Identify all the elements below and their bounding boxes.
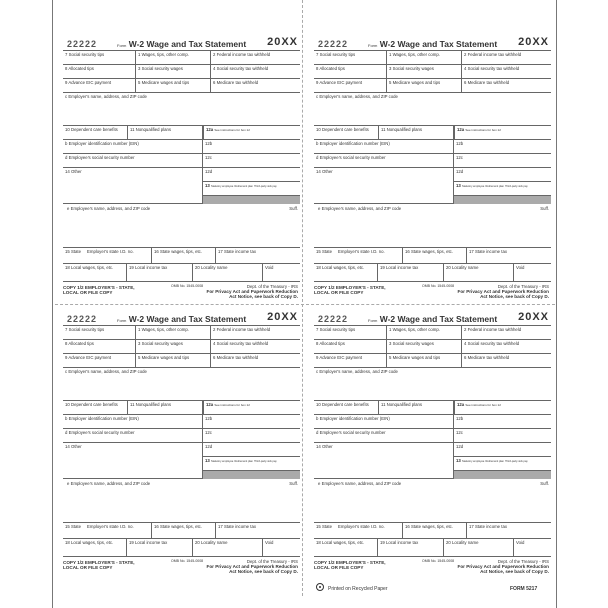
- form-title: [368, 39, 497, 49]
- box-20[interactable]: 20 Locality name: [444, 264, 514, 282]
- box-5[interactable]: 5 Medicare wages and tips: [387, 354, 462, 368]
- box-15-state[interactable]: [63, 247, 152, 264]
- box-1[interactable]: 1 Wages, tips, other comp.: [136, 50, 211, 65]
- box-16[interactable]: 16 State wages, tips, etc.: [152, 247, 216, 264]
- box-3[interactable]: 3 Social security wages: [387, 65, 462, 79]
- box-11[interactable]: 11 Nonqualified plans: [379, 126, 454, 140]
- box-12d[interactable]: 12d: [454, 443, 551, 457]
- statutory-employee-checkbox[interactable]: Statutory employee: [210, 185, 234, 188]
- box-12d[interactable]: 12d: [203, 443, 300, 457]
- third-party-sick-pay-checkbox[interactable]: Third-party sick pay: [505, 460, 528, 463]
- copy-line-1: COPY 1/2 EMPLOYER'S - STATE,: [63, 285, 135, 290]
- box-15-label: 15 State: [316, 249, 333, 254]
- box-14-other[interactable]: 14 Other: [63, 443, 203, 479]
- suffix-label: Suff.: [289, 206, 298, 211]
- privacy-line-2: Act Notice, see back of Copy D.: [229, 569, 298, 574]
- box-16[interactable]: 16 State wages, tips, etc.: [403, 247, 467, 264]
- shaded-area: [203, 196, 300, 204]
- box-12a-label: 12a: [206, 127, 214, 132]
- privacy-line-2: Act Notice, see back of Copy D.: [480, 294, 549, 299]
- box-b-ein[interactable]: b Employer identification number (EIN): [314, 140, 454, 154]
- box-13-label: 13: [456, 458, 461, 463]
- copy-line-2: LOCAL OR FILE COPY: [314, 290, 364, 295]
- box-15-id-label: Employer's state I.D. no.: [338, 524, 385, 529]
- form-title-text: W-2 Wage and Tax Statement: [128, 314, 247, 324]
- control-number: 22222: [318, 314, 349, 324]
- box-12d[interactable]: 12d: [454, 168, 551, 182]
- box-4[interactable]: 4 Social security tax withheld: [462, 340, 551, 354]
- perforation-horizontal: [55, 304, 555, 305]
- recycled-icon: [316, 583, 324, 591]
- copy-label: [314, 560, 386, 570]
- box-e-employee[interactable]: e Employee's name, address, and ZIP code: [318, 206, 402, 211]
- control-number: 22222: [67, 314, 98, 324]
- box-8[interactable]: 8 Allocated tips: [63, 65, 136, 79]
- third-party-sick-pay-checkbox[interactable]: Third-party sick pay: [254, 460, 277, 463]
- treasury-dept: Dept. of the Treasury - IRS: [497, 284, 549, 289]
- box-15-label: 15 State: [65, 249, 82, 254]
- w2-form-top-right: [306, 35, 551, 300]
- w2-form-bottom-right: [306, 310, 551, 575]
- box-12a[interactable]: [203, 126, 300, 140]
- box-5[interactable]: 5 Medicare wages and tips: [136, 354, 211, 368]
- form-year: 20XX: [267, 36, 298, 48]
- box-e-employee[interactable]: e Employee's name, address, and ZIP code: [67, 206, 151, 211]
- box-18[interactable]: 18 Local wages, tips, etc.: [63, 264, 127, 282]
- box-17[interactable]: 17 State income tax: [467, 522, 551, 539]
- box-3[interactable]: 3 Social security wages: [136, 340, 211, 354]
- box-12a[interactable]: [454, 126, 551, 140]
- box-12a-label: 12a: [457, 402, 465, 407]
- box-7[interactable]: 7 Social security tips: [314, 50, 387, 65]
- omb-number: OMB No. 1545-0008: [422, 559, 455, 563]
- box-20[interactable]: 20 Locality name: [444, 539, 514, 557]
- shaded-area: [454, 196, 551, 204]
- copy-label: [314, 285, 386, 295]
- w2-form-bottom-left: [55, 310, 300, 575]
- box-9[interactable]: 9 Advance EIC payment: [314, 79, 387, 93]
- box-10[interactable]: 10 Dependent care benefits: [63, 126, 128, 140]
- omb-number: OMB No. 1545-0008: [171, 559, 204, 563]
- box-15-label: 15 State: [65, 524, 82, 529]
- form-year: 20XX: [267, 311, 298, 323]
- treasury-dept: Dept. of the Treasury - IRS: [497, 559, 549, 564]
- omb-number: OMB No. 1545-0008: [422, 284, 455, 288]
- statutory-employee-checkbox[interactable]: Statutory employee: [461, 460, 485, 463]
- privacy-line-1: For Privacy Act and Paperwork Reduction: [206, 564, 298, 569]
- box-12a-note: See instructions for box 12: [465, 403, 501, 407]
- box-1[interactable]: 1 Wages, tips, other comp.: [387, 325, 462, 340]
- privacy-notice: [458, 289, 549, 299]
- box-19[interactable]: 19 Local income tax: [127, 264, 193, 282]
- box-12d[interactable]: 12d: [203, 168, 300, 182]
- page-right-border: [556, 0, 557, 608]
- box-19[interactable]: 19 Local income tax: [378, 264, 444, 282]
- void-checkbox[interactable]: Void: [514, 539, 551, 557]
- treasury-dept: Dept. of the Treasury - IRS: [246, 559, 298, 564]
- form-title-text: W-2 Wage and Tax Statement: [379, 39, 498, 49]
- privacy-line-1: For Privacy Act and Paperwork Reduction: [206, 289, 298, 294]
- box-9[interactable]: 9 Advance EIC payment: [63, 354, 136, 368]
- retirement-plan-checkbox[interactable]: Retirement plan: [485, 460, 504, 463]
- form-year: 20XX: [518, 311, 549, 323]
- void-checkbox[interactable]: Void: [263, 264, 300, 282]
- treasury-dept: Dept. of the Treasury - IRS: [246, 284, 298, 289]
- third-party-sick-pay-checkbox[interactable]: Third-party sick pay: [505, 185, 528, 188]
- box-15-id-label: Employer's state I.D. no.: [338, 249, 385, 254]
- box-18[interactable]: 18 Local wages, tips, etc.: [314, 539, 378, 557]
- box-12b[interactable]: 12b: [203, 415, 300, 429]
- box-17[interactable]: 17 State income tax: [216, 522, 300, 539]
- retirement-plan-checkbox[interactable]: Retirement plan: [485, 185, 504, 188]
- box-5[interactable]: 5 Medicare wages and tips: [387, 79, 462, 93]
- box-18[interactable]: 18 Local wages, tips, etc.: [63, 539, 127, 557]
- box-b-ein[interactable]: b Employer identification number (EIN): [314, 415, 454, 429]
- box-7[interactable]: 7 Social security tips: [314, 325, 387, 340]
- box-12b[interactable]: 12b: [203, 140, 300, 154]
- recycled-paper-label: Printed on Recycled Paper: [328, 586, 388, 592]
- box-15-state[interactable]: [314, 522, 403, 539]
- box-8[interactable]: 8 Allocated tips: [314, 65, 387, 79]
- void-checkbox[interactable]: Void: [514, 264, 551, 282]
- box-5[interactable]: 5 Medicare wages and tips: [136, 79, 211, 93]
- box-d-ssn[interactable]: d Employee's social security number: [314, 429, 454, 443]
- form-prefix: Form: [117, 318, 127, 323]
- box-12c[interactable]: 12c: [203, 429, 300, 443]
- box-17[interactable]: 17 State income tax: [216, 247, 300, 264]
- privacy-notice: [207, 564, 298, 574]
- perforation-vertical: [302, 0, 303, 596]
- box-11[interactable]: 11 Nonqualified plans: [379, 401, 454, 415]
- box-12b[interactable]: 12b: [454, 415, 551, 429]
- control-number: 22222: [67, 39, 98, 49]
- w2-form-top-left: [55, 35, 300, 300]
- form-year: 20XX: [518, 36, 549, 48]
- privacy-line-2: Act Notice, see back of Copy D.: [229, 294, 298, 299]
- box-e-employee[interactable]: e Employee's name, address, and ZIP code: [318, 481, 402, 486]
- box-1[interactable]: 1 Wages, tips, other comp.: [136, 325, 211, 340]
- box-15-id-label: Employer's state I.D. no.: [87, 249, 134, 254]
- box-13[interactable]: [454, 182, 551, 196]
- box-12a-note: See instructions for box 12: [465, 128, 501, 132]
- box-4[interactable]: 4 Social security tax withheld: [211, 65, 300, 79]
- box-2[interactable]: 2 Federal income tax withheld: [211, 325, 300, 340]
- box-7[interactable]: 7 Social security tips: [63, 325, 136, 340]
- box-12a-note: See instructions for box 12: [214, 128, 250, 132]
- box-6[interactable]: 6 Medicare tax withheld: [462, 354, 551, 368]
- privacy-line-1: For Privacy Act and Paperwork Reduction: [457, 289, 549, 294]
- box-10[interactable]: 10 Dependent care benefits: [63, 401, 128, 415]
- box-6[interactable]: 6 Medicare tax withheld: [211, 354, 300, 368]
- privacy-line-2: Act Notice, see back of Copy D.: [480, 569, 549, 574]
- form-prefix: Form: [368, 318, 378, 323]
- box-c-employer[interactable]: c Employer's name, address, and ZIP code: [63, 93, 300, 126]
- box-b-ein[interactable]: b Employer identification number (EIN): [63, 415, 203, 429]
- copy-line-2: LOCAL OR FILE COPY: [63, 290, 113, 295]
- form-title: [117, 314, 246, 324]
- box-b-ein[interactable]: b Employer identification number (EIN): [63, 140, 203, 154]
- box-c-employer[interactable]: c Employer's name, address, and ZIP code: [63, 368, 300, 401]
- box-20[interactable]: 20 Locality name: [193, 539, 263, 557]
- box-19[interactable]: 19 Local income tax: [127, 539, 193, 557]
- box-12c[interactable]: 12c: [454, 429, 551, 443]
- box-6[interactable]: 6 Medicare tax withheld: [462, 79, 551, 93]
- box-14-other[interactable]: 14 Other: [314, 168, 454, 204]
- retirement-plan-checkbox[interactable]: Retirement plan: [234, 185, 253, 188]
- box-14-other[interactable]: 14 Other: [314, 443, 454, 479]
- box-12a[interactable]: [454, 401, 551, 415]
- statutory-employee-checkbox[interactable]: Statutory employee: [461, 185, 485, 188]
- box-16[interactable]: 16 State wages, tips, etc.: [403, 522, 467, 539]
- box-20[interactable]: 20 Locality name: [193, 264, 263, 282]
- box-7[interactable]: 7 Social security tips: [63, 50, 136, 65]
- copy-line-2: LOCAL OR FILE COPY: [314, 565, 364, 570]
- box-9[interactable]: 9 Advance EIC payment: [63, 79, 136, 93]
- box-d-ssn[interactable]: d Employee's social security number: [314, 154, 454, 168]
- suffix-label: Suff.: [289, 481, 298, 486]
- statutory-employee-checkbox[interactable]: Statutory employee: [210, 460, 234, 463]
- control-number: 22222: [318, 39, 349, 49]
- form-title: [368, 314, 497, 324]
- box-d-ssn[interactable]: d Employee's social security number: [63, 154, 203, 168]
- box-11[interactable]: 11 Nonqualified plans: [128, 126, 203, 140]
- box-8[interactable]: 8 Allocated tips: [63, 340, 136, 354]
- shaded-area: [454, 471, 551, 479]
- box-14-other[interactable]: 14 Other: [63, 168, 203, 204]
- box-12b[interactable]: 12b: [454, 140, 551, 154]
- copy-label: [63, 285, 135, 295]
- box-9[interactable]: 9 Advance EIC payment: [314, 354, 387, 368]
- copy-line-1: COPY 1/2 EMPLOYER'S - STATE,: [63, 560, 135, 565]
- privacy-notice: [207, 289, 298, 299]
- privacy-notice: [458, 564, 549, 574]
- box-13[interactable]: [203, 182, 300, 196]
- box-12a-label: 12a: [457, 127, 465, 132]
- form-title-text: W-2 Wage and Tax Statement: [379, 314, 498, 324]
- box-12c[interactable]: 12c: [454, 154, 551, 168]
- box-2[interactable]: 2 Federal income tax withheld: [211, 50, 300, 65]
- suffix-label: Suff.: [540, 481, 549, 486]
- box-13-label: 13: [456, 183, 461, 188]
- box-4[interactable]: 4 Social security tax withheld: [211, 340, 300, 354]
- form-title-text: W-2 Wage and Tax Statement: [128, 39, 247, 49]
- form-title: [117, 39, 246, 49]
- form-header: [314, 312, 551, 324]
- box-13-label: 13: [205, 183, 210, 188]
- box-3[interactable]: 3 Social security wages: [387, 340, 462, 354]
- box-12a-note: See instructions for box 12: [214, 403, 250, 407]
- page-left-border: [52, 0, 53, 608]
- box-12c[interactable]: 12c: [203, 154, 300, 168]
- shaded-area: [203, 471, 300, 479]
- box-d-ssn[interactable]: d Employee's social security number: [63, 429, 203, 443]
- box-18[interactable]: 18 Local wages, tips, etc.: [314, 264, 378, 282]
- box-8[interactable]: 8 Allocated tips: [314, 340, 387, 354]
- box-13[interactable]: [454, 457, 551, 471]
- void-checkbox[interactable]: Void: [263, 539, 300, 557]
- form-header: [63, 37, 300, 49]
- box-15-id-label: Employer's state I.D. no.: [87, 524, 134, 529]
- box-16[interactable]: 16 State wages, tips, etc.: [152, 522, 216, 539]
- box-10[interactable]: 10 Dependent care benefits: [314, 401, 379, 415]
- box-12a[interactable]: [203, 401, 300, 415]
- retirement-plan-checkbox[interactable]: Retirement plan: [234, 460, 253, 463]
- box-2[interactable]: 2 Federal income tax withheld: [462, 325, 551, 340]
- box-17[interactable]: 17 State income tax: [467, 247, 551, 264]
- box-12a-label: 12a: [206, 402, 214, 407]
- box-15-state[interactable]: [63, 522, 152, 539]
- form-number: FORM 5217: [510, 586, 538, 592]
- box-19[interactable]: 19 Local income tax: [378, 539, 444, 557]
- box-4[interactable]: 4 Social security tax withheld: [462, 65, 551, 79]
- box-15-state[interactable]: [314, 247, 403, 264]
- privacy-line-1: For Privacy Act and Paperwork Reduction: [457, 564, 549, 569]
- box-6[interactable]: 6 Medicare tax withheld: [211, 79, 300, 93]
- box-11[interactable]: 11 Nonqualified plans: [128, 401, 203, 415]
- form-prefix: Form: [368, 43, 378, 48]
- copy-label: [63, 560, 135, 570]
- box-e-employee[interactable]: e Employee's name, address, and ZIP code: [67, 481, 151, 486]
- copy-line-1: COPY 1/2 EMPLOYER'S - STATE,: [314, 560, 386, 565]
- omb-number: OMB No. 1545-0008: [171, 284, 204, 288]
- box-10[interactable]: 10 Dependent care benefits: [314, 126, 379, 140]
- box-3[interactable]: 3 Social security wages: [136, 65, 211, 79]
- copy-line-1: COPY 1/2 EMPLOYER'S - STATE,: [314, 285, 386, 290]
- box-c-employer[interactable]: c Employer's name, address, and ZIP code: [314, 368, 551, 401]
- third-party-sick-pay-checkbox[interactable]: Third-party sick pay: [254, 185, 277, 188]
- box-c-employer[interactable]: c Employer's name, address, and ZIP code: [314, 93, 551, 126]
- form-header: [63, 312, 300, 324]
- form-prefix: Form: [117, 43, 127, 48]
- copy-line-2: LOCAL OR FILE COPY: [63, 565, 113, 570]
- box-1[interactable]: 1 Wages, tips, other comp.: [387, 50, 462, 65]
- box-13[interactable]: [203, 457, 300, 471]
- form-header: [314, 37, 551, 49]
- box-13-label: 13: [205, 458, 210, 463]
- suffix-label: Suff.: [540, 206, 549, 211]
- box-2[interactable]: 2 Federal income tax withheld: [462, 50, 551, 65]
- box-15-label: 15 State: [316, 524, 333, 529]
